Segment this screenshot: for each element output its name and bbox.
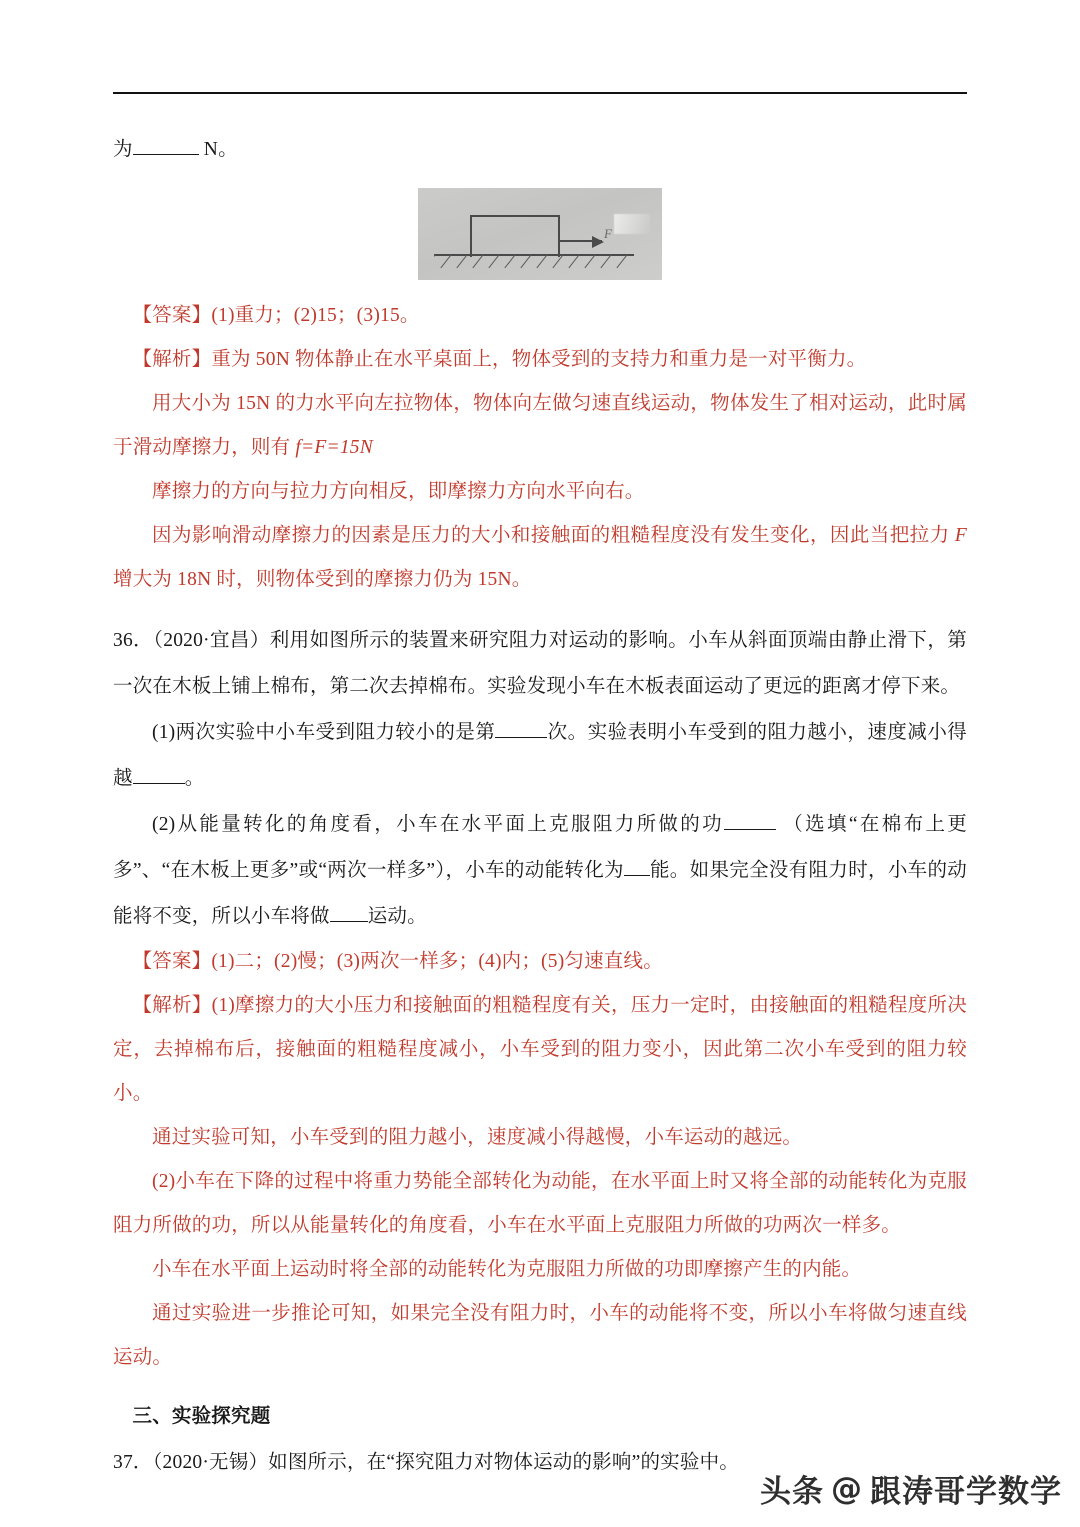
q35-answer-label: 【答案】 — [132, 305, 212, 326]
section-heading — [113, 1394, 967, 1440]
q35-analysis-p3-text: 摩擦力的方向与拉力方向相反，即摩擦力方向水平向右。 — [152, 481, 645, 502]
q35-analysis-p4-text-b: 增大为 18N 时，则物体受到的摩擦力仍为 15N。 — [113, 569, 532, 590]
q36-stem — [113, 618, 967, 710]
q36-sub1-text-c: 。 — [184, 768, 205, 789]
watermark-at-symbol: @ — [831, 1470, 863, 1507]
q36-sub1 — [113, 710, 967, 802]
watermark-account: 跟涛哥学数学 — [870, 1474, 1062, 1510]
q35-analysis-label: 【解析】 — [132, 349, 212, 370]
q35-answer-text: (1)重力；(2)15；(3)15。 — [211, 305, 420, 326]
q36-analysis-p4-text: 小车在水平面上运动时将全部的动能转化为克服阻力所做的功即摩擦产生的内能。 — [152, 1259, 862, 1280]
q36-sub2-text-d: 运动。 — [367, 906, 427, 927]
q36-analysis-p1 — [113, 984, 967, 1116]
diagram-force-arrow — [558, 240, 602, 242]
q36-source: （2020·宜昌） — [153, 630, 270, 651]
watermark — [760, 1466, 1062, 1511]
q36-analysis-p2 — [113, 1116, 967, 1160]
q37-source: （2020·无锡） — [152, 1452, 269, 1473]
unit-prompt-prefix: 为 — [113, 139, 133, 160]
q35-analysis-p4-text-a: 因为影响滑动摩擦力的因素是压力的大小和接触面的粗糙程度没有发生变化，因此当把拉力 — [152, 525, 955, 546]
q36-analysis-p3 — [113, 1160, 967, 1248]
q35-analysis-p1 — [113, 338, 967, 382]
physics-diagram-block-on-surface — [418, 188, 662, 280]
q36-analysis-p5-text: 通过实验进一步推论可知，如果完全没有阻力时，小车的动能将不变，所以小车将做匀速直线运动。 — [113, 1303, 967, 1368]
q36-sub2-text-a: (2)从能量转化的角度看，小车在水平面上克服阻力所做的功 — [152, 814, 725, 835]
q35-analysis-p3 — [113, 470, 967, 514]
q36-sub2-text-c: 能。如果完全没有阻力时，小车的动能将不变，所以小车将做 — [113, 860, 968, 927]
diagram-block — [470, 215, 560, 257]
q36-analysis-label: 【解析】 — [132, 995, 212, 1016]
q35-force-variable: F — [954, 525, 967, 546]
q36-sub1-text-a: (1)两次实验中小车受到阻力较小的是第 — [152, 722, 496, 743]
q35-analysis-p2 — [113, 382, 967, 470]
diagram-hatching — [434, 255, 634, 271]
q35-analysis-p1-text: 重为 50N 物体静止在水平桌面上，物体受到的支持力和重力是一对平衡力。 — [211, 349, 867, 370]
q36-answer-line — [113, 940, 967, 984]
document-content — [113, 92, 967, 1486]
q37-number: 37． — [113, 1452, 153, 1473]
q36-sub2-blank-1[interactable] — [724, 829, 776, 830]
q36-analysis-p1-text: (1)摩擦力的大小压力和接触面的粗糙程度有关，压力一定时，由接触面的粗糙程度所决定，去掉棉布后，接触面的粗糙程度减小，小车受到的阻力变小，因此第二次小车受到的阻力较小。 — [113, 995, 967, 1104]
q35-analysis-p2-text: 用大小为 15N 的力水平向左拉物体，物体向左做匀速直线运动，物体发生了相对运动，此时属于滑动摩擦力，则有 — [113, 393, 967, 458]
q36-sub1-blank-1[interactable] — [495, 737, 547, 738]
q37-stem-text: 如图所示，在“探究阻力对物体运动的影响”的实验中。 — [268, 1452, 739, 1473]
q36-analysis-p5 — [113, 1292, 967, 1380]
q35-analysis-p4 — [113, 514, 967, 602]
section-heading-text: 三、实验探究题 — [132, 1406, 271, 1427]
q36-analysis-p3-text: (2)小车在下降的过程中将重力势能全部转化为动能，在水平面上时又将全部的动能转化为克服阻力所做的功，所以从能量转化的角度看，小车在水平面上克服阻力所做的功两次一样多。 — [113, 1171, 967, 1236]
figure-container — [113, 188, 967, 280]
q36-analysis-p4 — [113, 1248, 967, 1292]
q36-sub1-blank-2[interactable] — [133, 783, 185, 784]
q36-sub2-text-b: （选填“在棉布上更多”、“在木板上更多”或“两次一样多”），小车的动能转化为 — [113, 814, 968, 881]
diagram-force-label: F — [604, 226, 612, 241]
q36-analysis-p2-text: 通过实验可知，小车受到的阻力越小，速度减小得越慢，小车运动的越远。 — [152, 1127, 803, 1148]
diagram-scan-artifact — [614, 214, 650, 234]
q36-answer-label: 【答案】 — [132, 951, 212, 972]
unit-prompt-suffix: N。 — [203, 139, 238, 160]
q36-sub2 — [113, 802, 967, 940]
q35-friction-formula: f=F=15N — [295, 437, 373, 458]
q36-number: 36． — [113, 630, 154, 651]
q36-stem-text: 利用如图所示的装置来研究阻力对运动的影响。小车从斜面顶端由静止滑下，第一次在木板上铺上棉布，第二次去掉棉布。实验发现小车在木板表面运动了更远的距离才停下来。 — [113, 630, 967, 697]
q36-sub2-blank-2[interactable] — [624, 875, 650, 876]
q36-sub1-text-b: 次。实验表明小车受到的阻力越小，速度减小得越 — [113, 722, 968, 789]
q36-answer-text: (1)二；(2)慢；(3)两次一样多；(4)内；(5)匀速直线。 — [211, 951, 663, 972]
unit-prompt-line — [113, 128, 967, 172]
fill-blank[interactable] — [133, 154, 199, 155]
q35-answer-line — [113, 294, 967, 338]
header-divider — [113, 92, 967, 94]
watermark-platform: 头条 — [760, 1474, 824, 1510]
q36-sub2-blank-3[interactable] — [330, 921, 368, 922]
